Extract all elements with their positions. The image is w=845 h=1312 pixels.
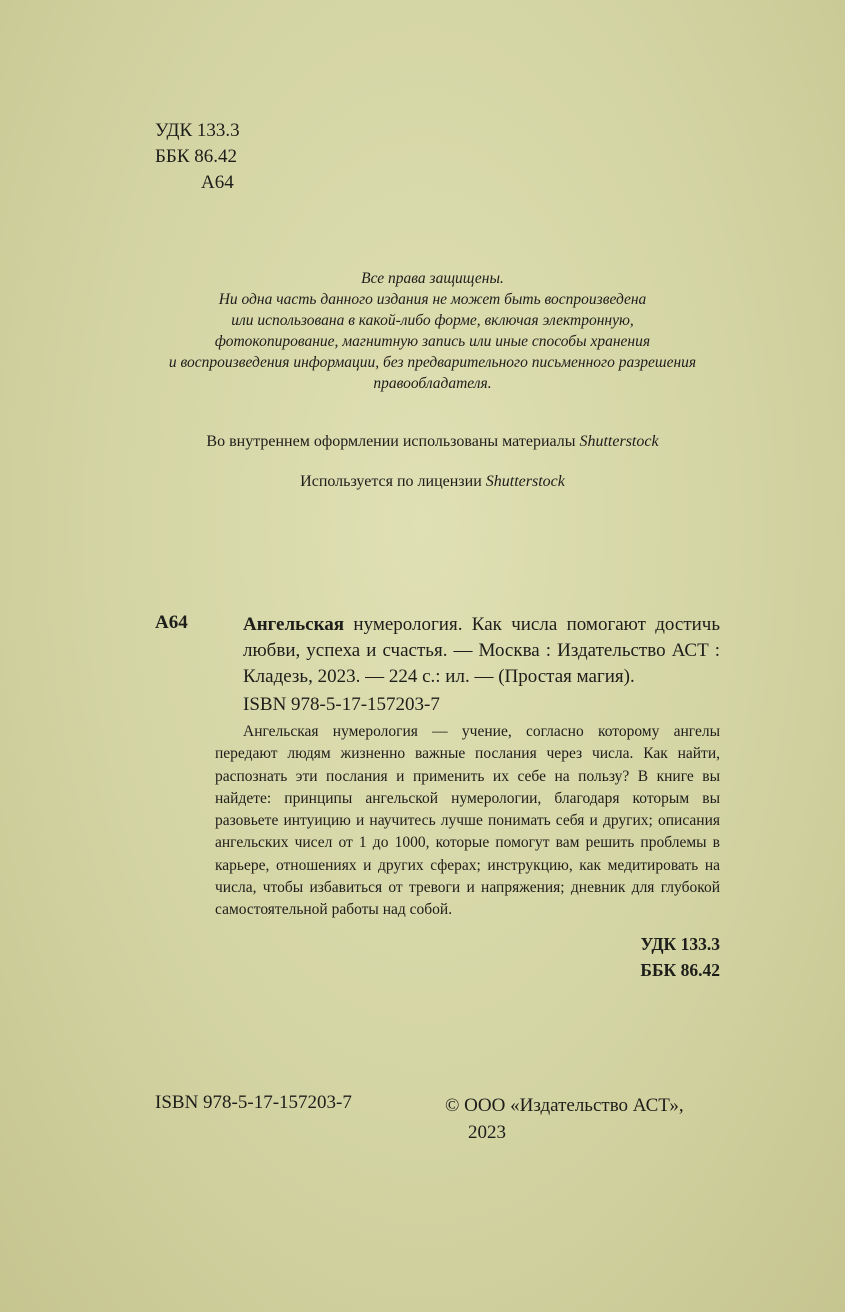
rights-line: фотокопирование, магнитную запись или иные способы хранения	[214, 333, 651, 350]
rights-line: Все права защищены.	[361, 270, 504, 287]
materials-text: Во внутреннем оформлении использованы материалы	[206, 433, 576, 450]
catalog-isbn: ISBN 978-5-17-157203-7	[243, 694, 440, 715]
footer-isbn: ISBN 978-5-17-157203-7	[155, 1092, 352, 1113]
abstract	[215, 721, 720, 922]
license-text: Используется по лицензии	[300, 473, 482, 490]
license-source: Shutterstock	[485, 473, 565, 490]
catalog-code: А64	[155, 612, 188, 633]
rights-line: Ни одна часть данного издания не может быть воспроизведена	[218, 291, 647, 308]
copyright	[445, 1092, 684, 1146]
abstract-text: Ангельская нумерология — учение, согласно которому ангелы передают людям жизненно важные послания через числа. Как найти, распознать эти послания и применить их себе на пользу? В книге вы найдете: принципы ангельской нумерологии, благодаря которым вы разовьете интуицию и научитесь лучше понимать себя и других; описания ангельских чисел от 1 до 1000, которые помогут вам решить проблемы в карьере, отношениях и других сферах; инструкцию, как медитировать на числа, чтобы избавиться от тревоги и напряжения; дневник для глубокой самостоятельной работы над собой.	[215, 723, 720, 919]
udc-code: УДК 133.3	[155, 120, 240, 141]
title-bold: Ангельская	[243, 614, 345, 635]
author-mark: А64	[201, 172, 234, 193]
license-notice	[100, 473, 765, 491]
bbk-code: ББК 86.42	[155, 146, 237, 167]
materials-notice	[100, 433, 765, 451]
catalog-codes-right	[640, 931, 720, 983]
rights-line: правообладателя.	[373, 375, 492, 392]
copyright-year: 2023	[468, 1122, 506, 1143]
materials-source: Shutterstock	[579, 433, 659, 450]
rights-notice	[120, 268, 745, 394]
copyright-holder: © ООО «Издательство АСТ»,	[445, 1095, 684, 1116]
rights-line: и воспроизведения информации, без предварительного письменного разрешения	[168, 354, 697, 371]
title-rest: нумерология. Как числа помогают достичь любви, успеха и счастья. — Москва : Издательство АСТ : Кладезь, 2023. — 224 с.: ил. — (Простая магия).	[243, 614, 721, 687]
catalog-title	[243, 612, 720, 690]
rights-line: или использована в какой-либо форме, включая электронную,	[231, 312, 634, 329]
classification-codes	[155, 118, 240, 196]
bbk-code: ББК 86.42	[640, 960, 720, 980]
udc-code: УДК 133.3	[640, 934, 720, 954]
